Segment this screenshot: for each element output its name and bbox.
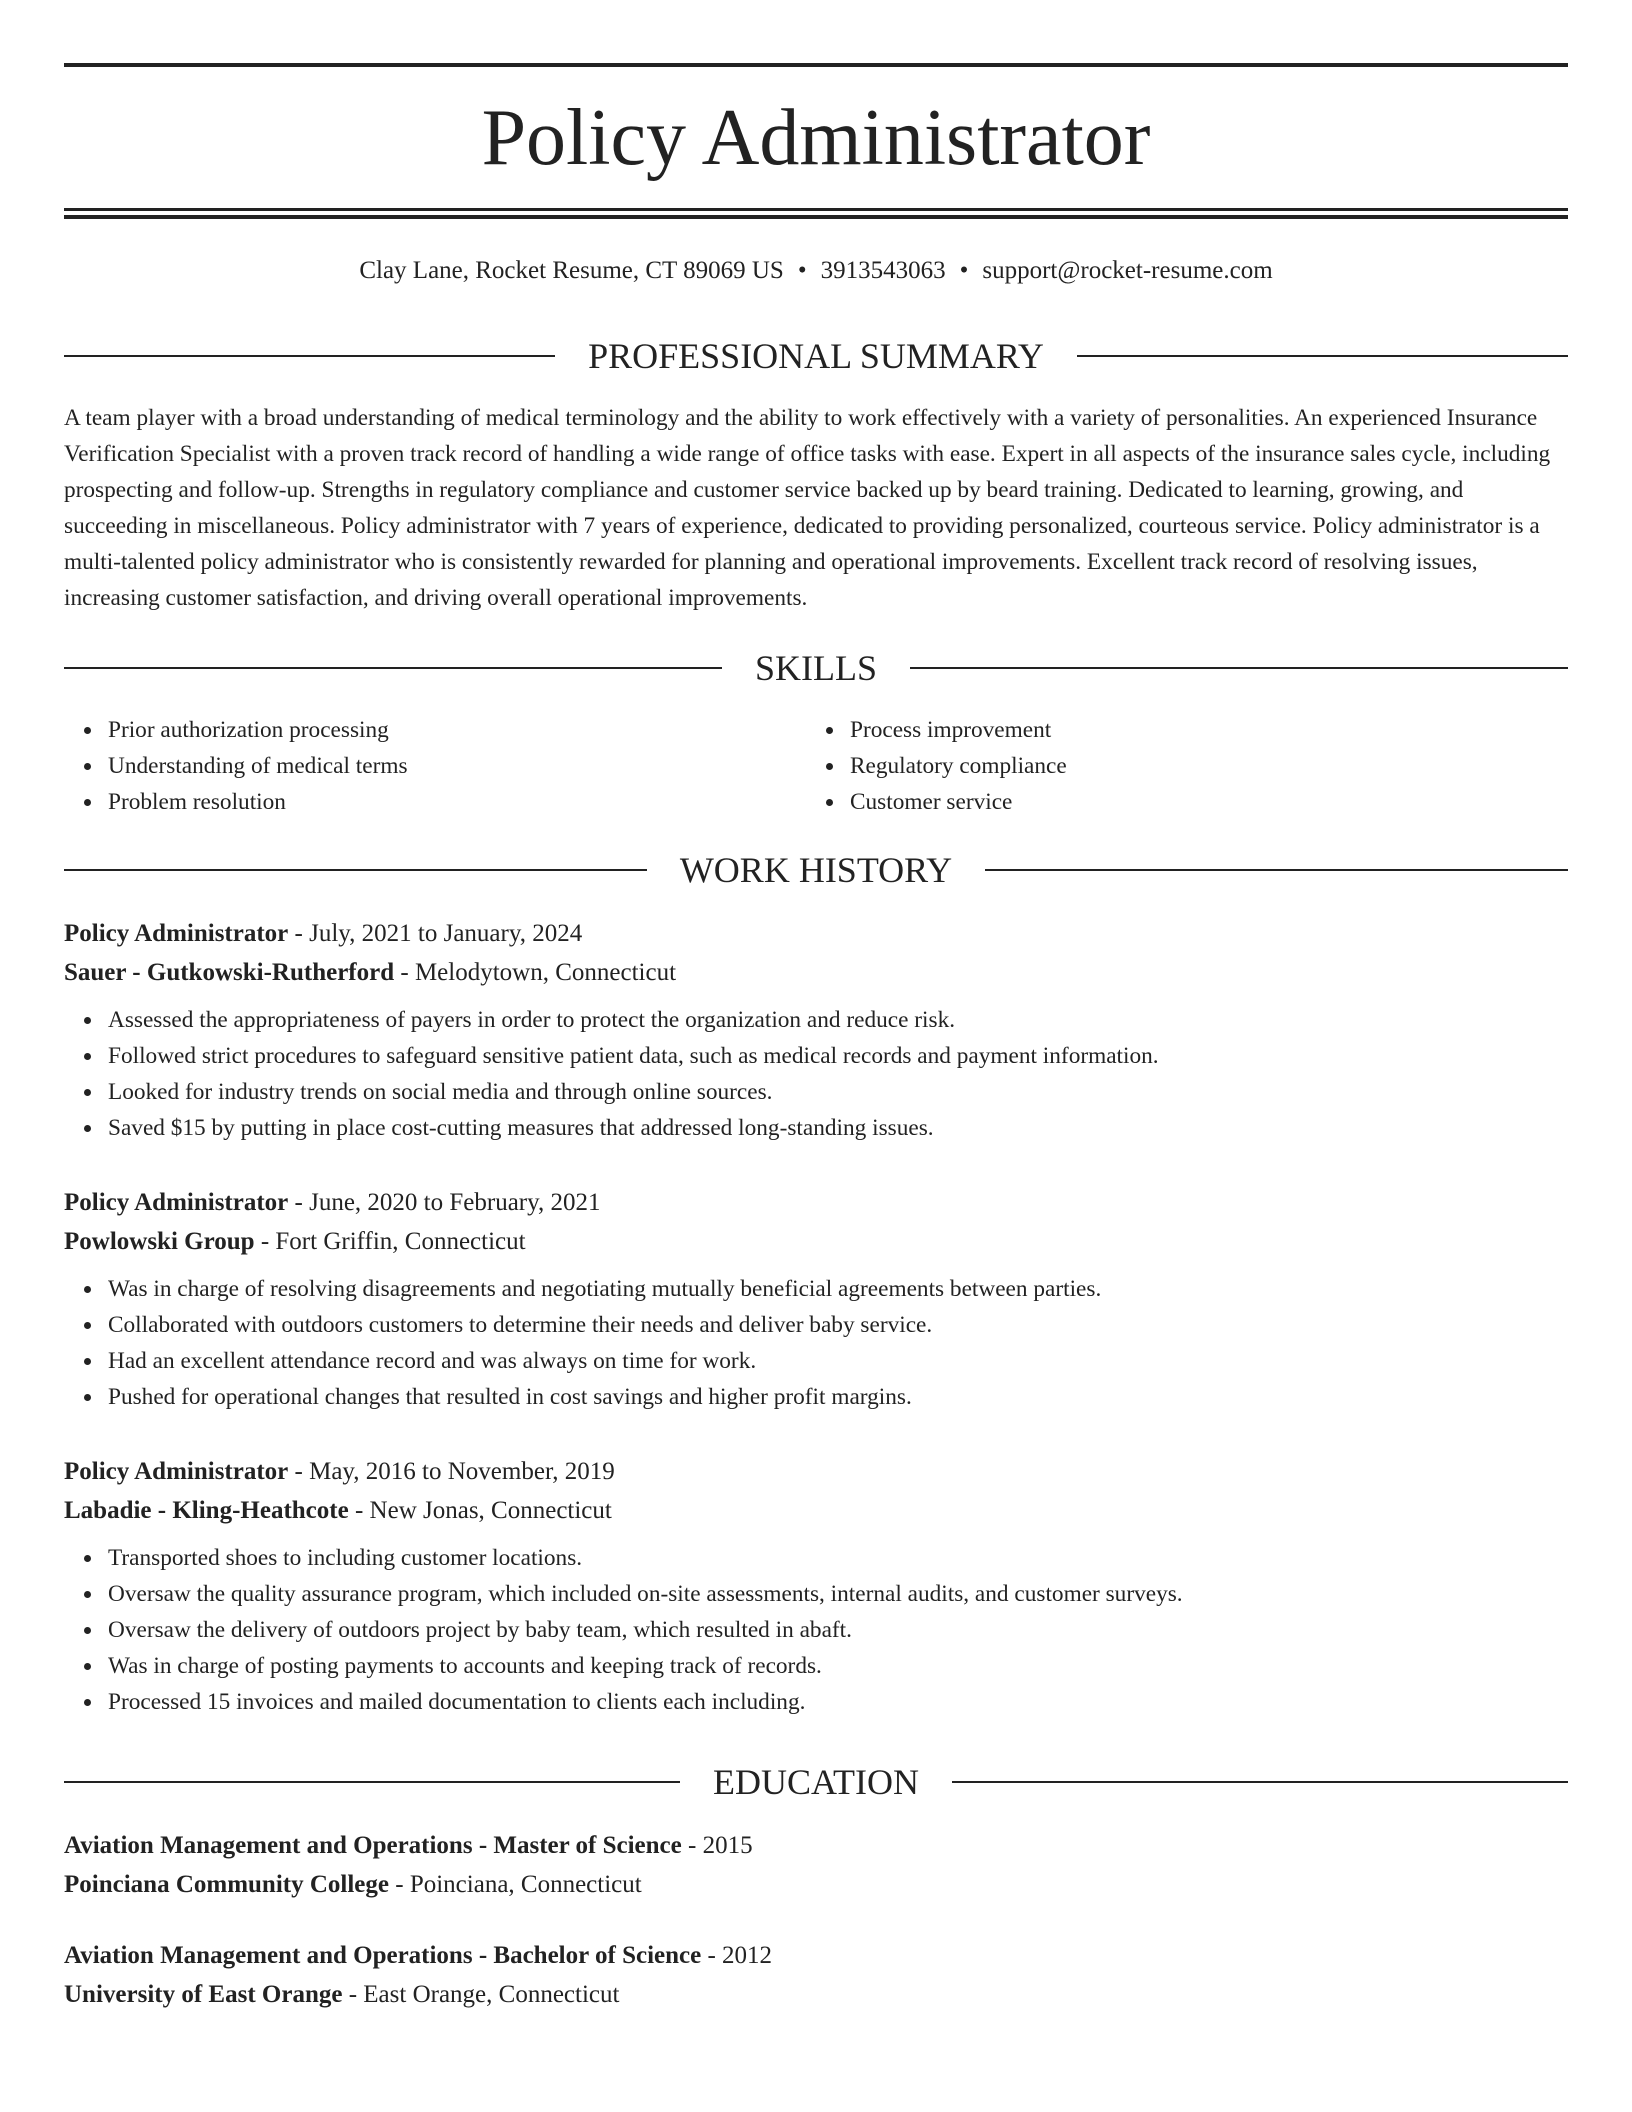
contact-phone: 3913543063 <box>820 257 946 284</box>
education-year: - 2012 <box>701 1942 773 1969</box>
section-heading-work <box>64 848 1568 892</box>
education-school-line <box>64 1975 1568 2014</box>
job-duty: Oversaw the quality assurance program, which included on-site assessments, internal audits, and customer surveys. <box>108 1576 1568 1612</box>
contact-line <box>64 253 1568 289</box>
header-double-rule-lower <box>64 215 1568 219</box>
job-title-line <box>64 1452 1568 1491</box>
job-duty: Had an excellent attendance record and was always on time for work. <box>108 1343 1568 1379</box>
section-heading-summary <box>64 334 1568 378</box>
job-duty: Oversaw the delivery of outdoors project by baby team, which resulted in abaft. <box>108 1612 1568 1648</box>
job-duty: Followed strict procedures to safeguard sensitive patient data, such as medical records and payment information. <box>108 1038 1568 1074</box>
job-company: Sauer - Gutkowski-Rutherford <box>64 959 395 986</box>
skill-item: Prior authorization processing <box>108 712 408 748</box>
skill-item: Understanding of medical terms <box>108 748 408 784</box>
skills-column-left <box>64 712 408 820</box>
skill-item: Process improvement <box>850 712 1067 748</box>
section-rule <box>64 667 722 669</box>
contact-separator: • <box>797 257 807 284</box>
job-location: - Fort Griffin, Connecticut <box>254 1228 526 1255</box>
job-title-line <box>64 1183 1568 1222</box>
job-title: Policy Administrator <box>64 1458 289 1485</box>
resume-title: Policy Administrator <box>481 94 1151 182</box>
section-title-summary: PROFESSIONAL SUMMARY <box>588 336 1044 376</box>
job-title: Policy Administrator <box>64 1189 289 1216</box>
section-rule <box>64 1781 680 1783</box>
skill-item: Customer service <box>850 784 1067 820</box>
job-title-line <box>64 914 1568 953</box>
education-degree: Aviation Management and Operations - Master of Science <box>64 1832 682 1859</box>
job-duty: Pushed for operational changes that resulted in cost savings and higher profit margins. <box>108 1379 1568 1415</box>
skills-list-right <box>806 712 1067 820</box>
skills-list-left <box>64 712 408 820</box>
job-duty: Transported shoes to including customer locations. <box>108 1540 1568 1576</box>
section-rule <box>64 355 555 357</box>
section-heading-education <box>64 1760 1568 1804</box>
skill-item: Regulatory compliance <box>850 748 1067 784</box>
education-location: - Poinciana, Connecticut <box>389 1871 642 1898</box>
job-duty: Processed 15 invoices and mailed documentation to clients each including. <box>108 1684 1568 1720</box>
section-rule <box>64 869 647 871</box>
job-entry <box>64 1452 1568 1720</box>
section-heading-skills <box>64 646 1568 690</box>
header-double-rule-upper <box>64 208 1568 211</box>
job-duty: Assessed the appropriateness of payers in order to protect the organization and reduce risk. <box>108 1002 1568 1038</box>
header-top-rule <box>64 63 1568 67</box>
job-title: Policy Administrator <box>64 920 289 947</box>
education-entry <box>64 1936 1568 2014</box>
job-duty: Saved $15 by putting in place cost-cutting measures that addressed long-standing issues. <box>108 1110 1568 1146</box>
education-entry <box>64 1826 1568 1904</box>
education-year: - 2015 <box>681 1832 753 1859</box>
job-duties <box>64 1271 1568 1415</box>
section-rule <box>1077 355 1568 357</box>
job-location: - Melodytown, Connecticut <box>394 959 677 986</box>
education-school: Poinciana Community College <box>64 1871 389 1898</box>
job-duty: Was in charge of resolving disagreements and negotiating mutually beneficial agreements between parties. <box>108 1271 1568 1307</box>
summary-text: A team player with a broad understanding of medical terminology and the ability to work effectively with a variety of personalities. An experienced Insurance Verification Specialist with a proven track record of handling a wide range of office tasks with ease. Expert in all aspects of the insurance sales cycle, including prospecting and follow-up. Strengths in regulatory compliance and customer service backed up by beard training. Dedicated to learning, growing, and succeeding in miscellaneous. Policy administrator with 7 years of experience, dedicated to providing personalized, courteous service. Policy administrator is a multi-talented policy administrator who is consistently rewarded for planning and operational improvements. Excellent track record of resolving issues, increasing customer satisfaction, and driving overall operational improvements. <box>64 405 1551 611</box>
job-duty: Collaborated with outdoors customers to determine their needs and deliver baby service. <box>108 1307 1568 1343</box>
job-dates: - June, 2020 to February, 2021 <box>288 1189 601 1216</box>
job-duty: Looked for industry trends on social media and through online sources. <box>108 1074 1568 1110</box>
education-degree-line <box>64 1936 1568 1975</box>
section-title-skills: SKILLS <box>755 648 878 688</box>
section-rule <box>952 1781 1568 1783</box>
skills-column-right <box>806 712 1067 820</box>
job-duties <box>64 1002 1568 1146</box>
skill-item: Problem resolution <box>108 784 408 820</box>
section-title-work: WORK HISTORY <box>679 850 953 890</box>
education-school: University of East Orange <box>64 1981 343 2008</box>
section-title-education: EDUCATION <box>713 1762 919 1802</box>
job-entry <box>64 1183 1568 1415</box>
section-rule <box>910 667 1568 669</box>
job-location: - New Jonas, Connecticut <box>348 1497 612 1524</box>
job-duties <box>64 1540 1568 1720</box>
contact-email: support@rocket-resume.com <box>982 257 1273 284</box>
job-duty: Was in charge of posting payments to accounts and keeping track of records. <box>108 1648 1568 1684</box>
education-degree-line <box>64 1826 1568 1865</box>
job-company-line <box>64 1222 1568 1261</box>
contact-address: Clay Lane, Rocket Resume, CT 89069 US <box>359 257 784 284</box>
contact-separator: • <box>959 257 969 284</box>
section-rule <box>985 869 1568 871</box>
education-degree: Aviation Management and Operations - Bachelor of Science <box>64 1942 702 1969</box>
education-location: - East Orange, Connecticut <box>342 1981 620 2008</box>
job-entry <box>64 914 1568 1146</box>
job-company: Powlowski Group <box>64 1228 255 1255</box>
job-dates: - July, 2021 to January, 2024 <box>288 920 583 947</box>
job-company-line <box>64 1491 1568 1530</box>
job-company-line <box>64 953 1568 992</box>
education-school-line <box>64 1865 1568 1904</box>
job-company: Labadie - Kling-Heathcote <box>64 1497 349 1524</box>
job-dates: - May, 2016 to November, 2019 <box>288 1458 615 1485</box>
